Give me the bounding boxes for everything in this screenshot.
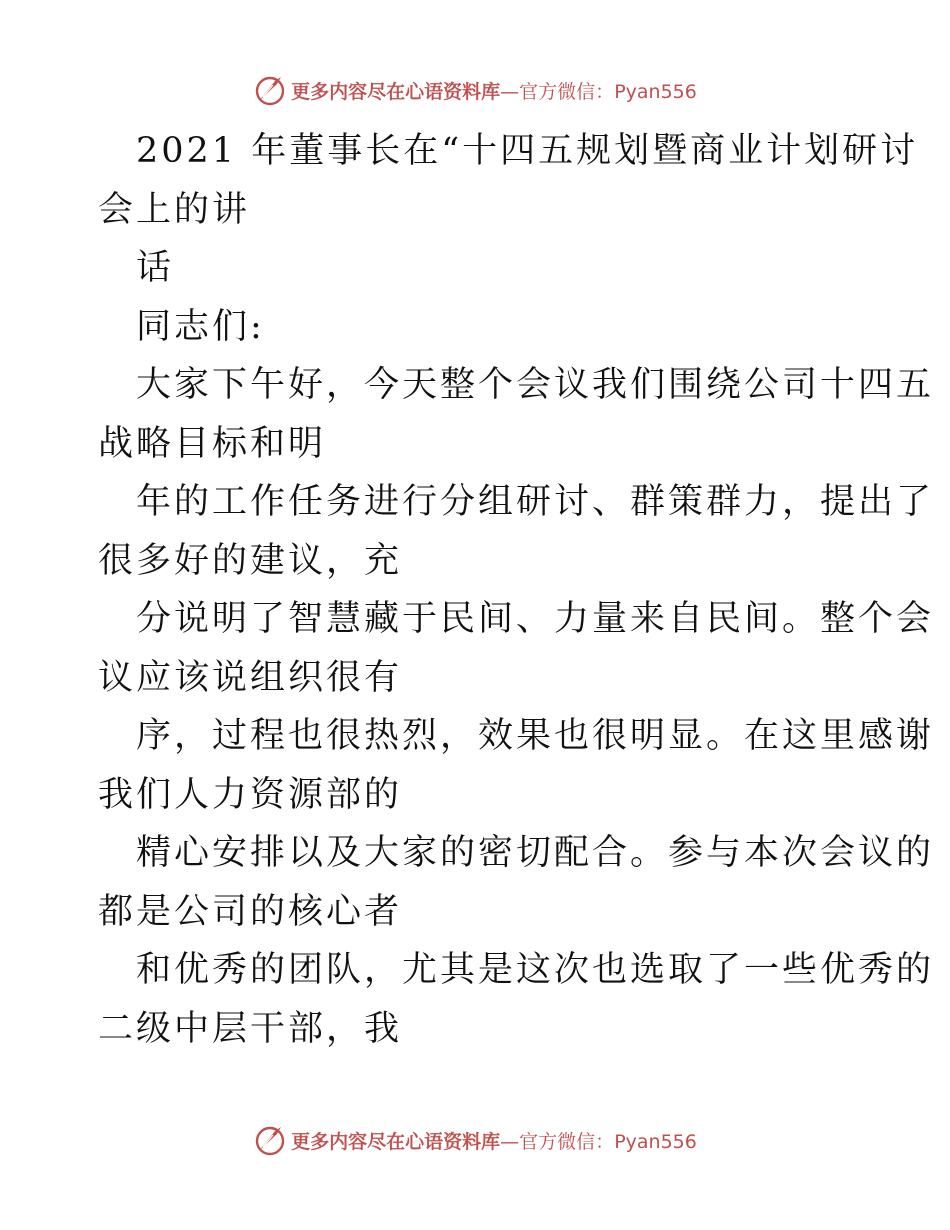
document-body [98, 122, 935, 1058]
banner-text [291, 1127, 697, 1154]
text-line: 都是公司的核心者 [98, 891, 403, 932]
text-line: 序，过程也很热烈，效果也很明显。在这里感谢 [136, 716, 935, 756]
text-line: 议应该说组织很有 [98, 657, 403, 698]
text-line: 战略目标和明 [98, 423, 327, 464]
text-line: 很多好的建议，充 [98, 540, 403, 581]
banner-separator: — [500, 1130, 520, 1153]
text-line: 二级中层干部，我 [98, 1008, 403, 1049]
text-line: 精心安排以及大家的密切配合。参与本次会议的 [136, 833, 935, 873]
banner-brand: 更多内容尽在心语资料库 [291, 1130, 501, 1153]
banner-brand: 更多内容尽在心语资料库 [291, 80, 501, 103]
banner-wechat-id: Pyan556 [614, 80, 697, 103]
quill-logo-icon [253, 1123, 287, 1157]
quill-logo-icon [253, 73, 287, 107]
text-line: 和优秀的团队，尤其是这次也选取了一些优秀的 [136, 950, 935, 990]
text-line: 我们人力资源部的 [98, 774, 403, 815]
banner-text [291, 77, 697, 104]
banner-separator: — [500, 80, 520, 103]
banner-wechat-label: 官方微信： [519, 80, 615, 103]
text-line: 年的工作任务进行分组研讨、群策群力，提出了 [136, 482, 935, 522]
banner-wechat-label: 官方微信： [519, 1130, 615, 1153]
text-line: 分说明了智慧藏于民间、力量来自民间。整个会 [136, 599, 935, 639]
text-line: 会上的讲 [98, 189, 251, 230]
footer-banner [0, 1120, 950, 1160]
text-line: 2021 年董事长在“十四五规划暨商业计划研讨 [136, 131, 919, 171]
header-banner [0, 70, 950, 110]
text-line: 话 [136, 248, 175, 288]
text-line: 大家下午好，今天整个会议我们围绕公司十四五 [136, 365, 935, 405]
text-line: 同志们: [136, 306, 265, 347]
banner-wechat-id: Pyan556 [614, 1130, 697, 1153]
